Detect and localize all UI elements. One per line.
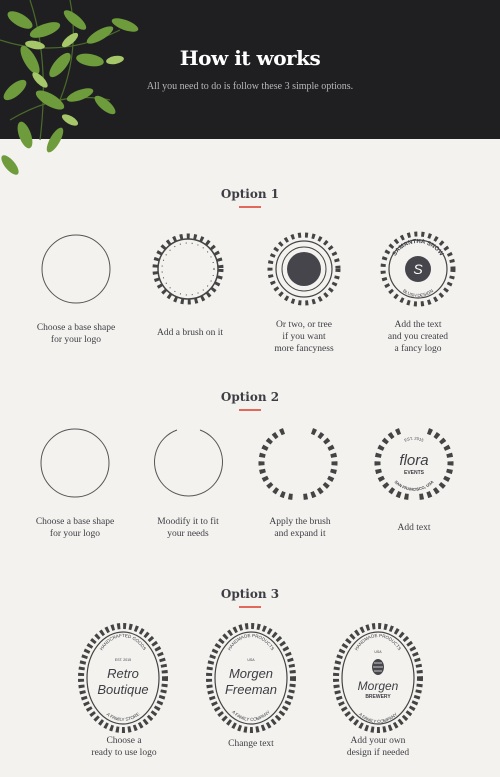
option-2-step-3-laurel (258, 423, 338, 503)
badge-4-line1: Morgen (228, 666, 274, 681)
badge-1-monogram: S (413, 261, 423, 277)
option-1-step-4-badge (378, 229, 458, 309)
page-subtitle: All you need to do is follow these 3 simple options. (146, 81, 354, 92)
badge-2-script: flora (399, 452, 429, 469)
page-title: How it works (179, 46, 321, 70)
option-3-heading: Option 3 (220, 587, 280, 601)
option-1-step-4-caption: Add the text and you created a fancy logo (387, 320, 449, 354)
svg-text:HANDCRAFTED GOODS: HANDCRAFTED GOODS (98, 632, 148, 652)
option-1-underline (239, 206, 261, 208)
option-3-step-1-oval-badge (77, 623, 169, 733)
option-3-underline (239, 606, 261, 608)
badge-3-line2: Boutique (97, 682, 149, 697)
option-1-step-1-circle (38, 231, 114, 307)
option-1-step-3-caption: Or two, or tree if you want more fancyness (274, 320, 334, 354)
option-3-step-3-oval-badge (332, 623, 424, 733)
badge-4-line2: Freeman (224, 682, 278, 697)
option-1-step-2-caption: Add a brush on it (157, 328, 223, 338)
option-1-step-2-wreath (148, 229, 228, 309)
svg-text:USA: USA (374, 650, 382, 654)
svg-text:EST. 2015: EST. 2015 (403, 435, 425, 443)
hop-icon (372, 659, 384, 675)
svg-text:USA: USA (247, 658, 255, 662)
option-2-step-1-circle (37, 425, 113, 501)
option-1-step-3-double-wreath (264, 229, 344, 309)
badge-1-top-text: SAMANTHA SNOW (391, 238, 445, 258)
option-2-heading: Option 2 (220, 390, 280, 404)
option-2-step-2-caption: Moodify it to fit your needs (157, 517, 219, 539)
svg-text:A FAMILY COMPANY: A FAMILY COMPANY (357, 711, 399, 725)
badge-3-line1: Retro (107, 666, 139, 681)
svg-text:HANDMADE PRODUCTS: HANDMADE PRODUCTS (353, 632, 403, 652)
svg-text:HANDMADE PRODUCTS: HANDMADE PRODUCTS (226, 632, 276, 652)
option-3-step-3-caption: Add your own design if needed (346, 736, 410, 758)
option-1-heading: Option 1 (220, 187, 280, 201)
option-3-step-2-oval-badge (205, 623, 297, 733)
badge-5-line2: BREWERY (365, 694, 391, 700)
svg-text:SAN FRANCISCO, USA: SAN FRANCISCO, USA (393, 479, 435, 492)
plant-decoration (0, 0, 175, 185)
badge-2-sub: EVENTS (403, 470, 425, 476)
option-2-step-1-caption: Choose a base shape for your logo (35, 517, 115, 539)
option-2-step-3-caption: Apply the brush and expand it (269, 517, 331, 539)
svg-text:A FAMILY COMPANY: A FAMILY COMPANY (231, 709, 271, 723)
option-2-step-2-open-circle (150, 425, 226, 501)
option-1-step-1-caption: Choose a base shape for your logo (36, 323, 116, 345)
option-2-step-4-caption: Add text (397, 523, 431, 533)
svg-text:EST. 2015: EST. 2015 (114, 658, 132, 662)
option-3-step-2-caption: Change text (228, 739, 274, 749)
badge-5-line1: Morgen (357, 679, 399, 693)
badge-1-bottom-text: BLUSH DESIGN (401, 288, 435, 299)
option-2-step-4-badge (372, 423, 456, 503)
svg-text:A FAMILY STORE: A FAMILY STORE (105, 711, 141, 723)
option-2-underline (239, 409, 261, 411)
option-3-step-1-caption: Choose a ready to use logo (91, 736, 157, 758)
